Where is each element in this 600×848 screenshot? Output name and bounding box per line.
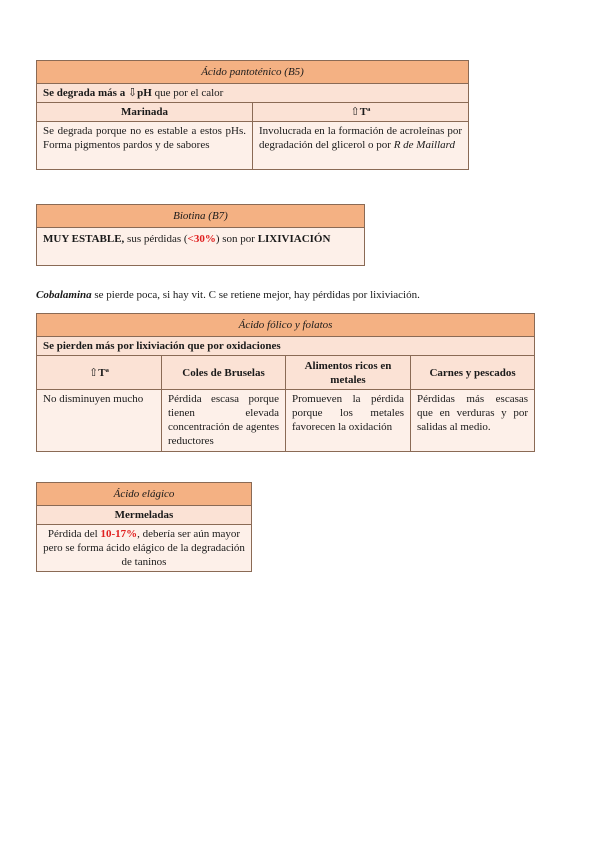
elagico-text1: Pérdida del <box>47 528 101 540</box>
folic-title: Ácido fólico y folatos <box>37 314 535 337</box>
elagico-col: Mermeladas <box>37 506 252 525</box>
b7-text1: sus pérdidas ( <box>124 233 188 245</box>
folic-cell-carnes: Pérdidas más escasas que en verduras y por salidas al medio. <box>411 390 535 452</box>
b7-red: <30% <box>187 233 216 245</box>
cobalamina-paragraph <box>36 289 420 301</box>
b5-cell-temp-text: Involucrada en la formación de acroleínas por degradación del glicerol o por <box>259 125 463 151</box>
b7-bold1: MUY ESTABLE, <box>43 233 125 245</box>
elagico-text2: , debería ser aún mayor pero se forma ácido elágico de la degradación de taninos <box>43 528 245 568</box>
folic-cell-coles: Pérdida escasa porque tienen elevada concentración de agentes reductores <box>162 390 286 452</box>
folic-col-coles: Coles de Bruselas <box>162 356 286 390</box>
table-b5 <box>36 60 469 170</box>
b5-subheader <box>37 84 469 103</box>
b7-cell <box>37 228 365 266</box>
b5-cell-temp <box>253 122 469 170</box>
elagico-title: Ácido elágico <box>37 483 252 506</box>
b5-col-temp: ⇧Tª <box>253 103 469 122</box>
table-b7 <box>36 204 365 266</box>
folic-col-metales: Alimentos ricos en metales <box>286 356 411 390</box>
b7-text2: ) son por <box>215 233 258 245</box>
cobalamina-bold: Cobalamina <box>36 289 92 301</box>
b5-cell-marinada: Se degrada porque no es estable a estos pHs. Forma pigmentos pardos y de sabores <box>37 122 253 170</box>
folic-cell-metales: Promueven la pérdida porque los metales favorecen la oxidación <box>286 390 411 452</box>
b5-title: Ácido pantoténico (B5) <box>37 61 469 84</box>
folic-col-carnes: Carnes y pescados <box>411 356 535 390</box>
b5-subheader-bold: Se degrada más a ⇩pH <box>43 87 152 99</box>
b5-subheader-rest: que por el calor <box>151 87 224 99</box>
folic-subheader: Se pierden más por lixiviación que por oxidaciones <box>37 337 535 356</box>
folic-cell-temp: No disminuyen mucho <box>37 390 162 452</box>
folic-col-temp: ⇧Tª <box>37 356 162 390</box>
elagico-cell <box>37 525 252 572</box>
table-folic <box>36 313 535 452</box>
elagico-red: 10-17% <box>100 528 138 540</box>
b5-col-marinada: Marinada <box>37 103 253 122</box>
b7-title: Biotina (B7) <box>37 205 365 228</box>
b5-cell-temp-italic: R de Maillard <box>393 139 456 151</box>
cobalamina-text: se pierde poca, si hay vit. C se retiene mejor, hay pérdidas por lixiviación. <box>91 289 420 301</box>
b7-bold2: LIXIVIACIÓN <box>257 233 331 245</box>
table-elagico <box>36 482 252 572</box>
